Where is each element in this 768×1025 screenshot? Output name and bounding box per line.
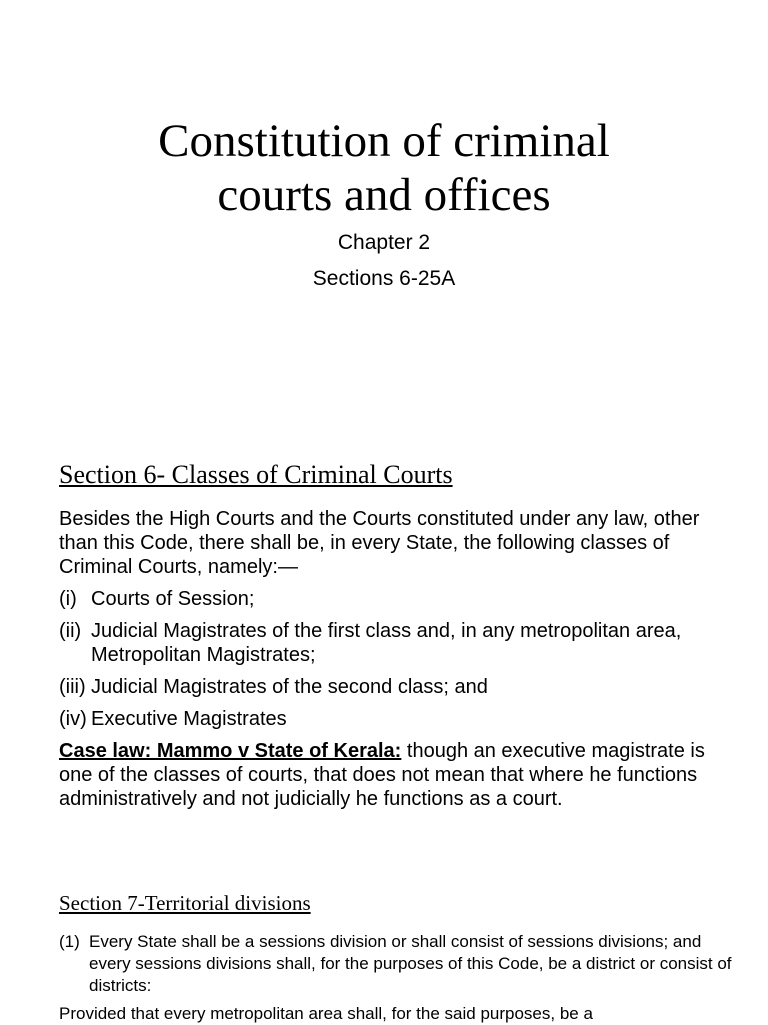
section-6-intro: Besides the High Courts and the Courts constituted under any law, other than this Code, there shall be, in every State, the following classes of Criminal Courts, namely:— (59, 508, 700, 578)
list-item (59, 707, 739, 731)
list-item-number: (1) (59, 932, 80, 951)
list-item-number: (ii) (59, 620, 82, 642)
case-law-label: Case law: Mammo v State of Kerala: (59, 740, 402, 762)
list-item (59, 931, 739, 997)
section-6-body (59, 507, 739, 811)
case-law-paragraph (59, 739, 739, 811)
list-item-text: Judicial Magistrates of the second class; and (91, 676, 488, 698)
court-classes-list (59, 587, 739, 731)
section-6-heading: Section 6- Classes of Criminal Courts (59, 460, 453, 489)
case-law-text: though an executive magistrate is one of the classes of courts, that does not mean that where he functions administratively and not judicially he functions as a court. (59, 740, 705, 810)
list-item (59, 675, 739, 699)
list-item-text: Executive Magistrates (91, 708, 287, 730)
list-item-number: (iii) (59, 676, 86, 698)
proviso-text: Provided that every metropolitan area shall, for the said purposes, be a (59, 1004, 593, 1023)
list-item (59, 619, 739, 667)
list-item-text: Judicial Magistrates of the first class and, in any metropolitan area, Metropolitan Magistrates; (91, 620, 682, 666)
title-line-2: courts and offices (217, 169, 551, 221)
page-title (0, 114, 768, 222)
sections-label: Sections 6-25A (312, 267, 456, 290)
list-item (59, 587, 739, 611)
section-7-heading: Section 7-Territorial divisions (59, 891, 311, 915)
slide-divider (0, 424, 768, 425)
list-item-text: Courts of Session; (91, 588, 255, 610)
list-item-number: (i) (59, 588, 77, 610)
title-line-1: Constitution of criminal (158, 115, 610, 167)
section-7-body (59, 931, 739, 1025)
list-item-text: Every State shall be a sessions division or shall consist of sessions divisions; and every sessions divisions shall, for the purposes of this Code, be a district or consist of districts: (89, 932, 732, 995)
chapter-label: Chapter 2 (337, 231, 431, 254)
list-item-number: (iv) (59, 708, 87, 730)
